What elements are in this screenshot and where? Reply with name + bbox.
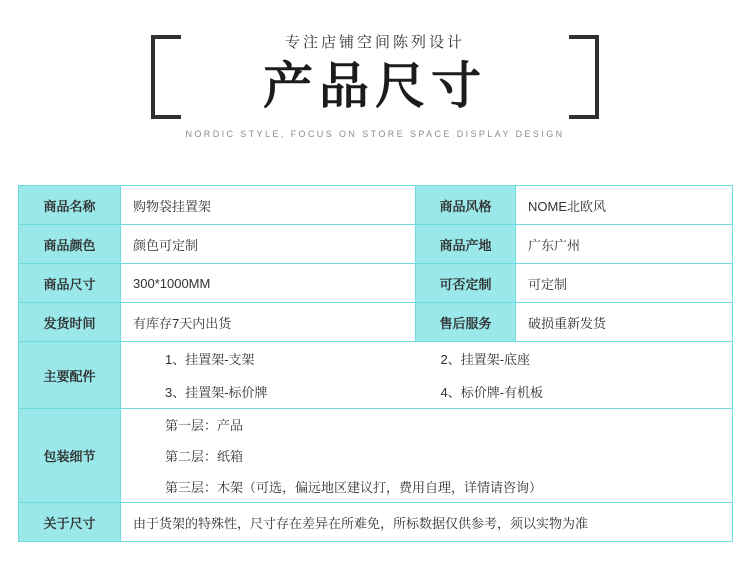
page-header xyxy=(0,0,750,170)
packaging-line: 第三层：木架（可选，偏远地区建议打，费用自理，详情请咨询） xyxy=(165,480,543,495)
bracket-right-decoration xyxy=(569,35,599,119)
row-value-customizable: 可定制 xyxy=(516,264,733,303)
header-subtitle-en: NORDIC STYLE, FOCUS ON STORE SPACE DISPLAY DESIGN xyxy=(185,129,565,140)
bracket-left-decoration xyxy=(151,35,181,119)
packaging-list xyxy=(133,409,720,502)
accessory-row xyxy=(151,349,702,368)
row-label-customizable: 可否定制 xyxy=(416,264,516,303)
table-row xyxy=(19,186,733,225)
row-value-after-sales: 破损重新发货 xyxy=(516,303,733,342)
accessory-row xyxy=(151,382,702,401)
row-label-after-sales: 售后服务 xyxy=(416,303,516,342)
accessory-item: 1、挂置架-支架 xyxy=(165,352,255,367)
accessory-item: 3、挂置架-标价牌 xyxy=(165,385,268,400)
row-label-size-note: 关于尺寸 xyxy=(19,503,121,542)
row-label-product-size: 商品尺寸 xyxy=(19,264,121,303)
row-value-shipping-time: 有库存7天内出货 xyxy=(121,303,416,342)
header-subtitle-cn: 专注店铺空间陈列设计 xyxy=(284,33,465,51)
row-label-product-color: 商品颜色 xyxy=(19,225,121,264)
row-value-size-note: 由于货架的特殊性，尺寸存在差异在所难免，所标数据仅供参考，须以实物为准 xyxy=(121,503,733,542)
spec-table xyxy=(18,185,733,542)
row-value-product-origin: 广东广州 xyxy=(516,225,733,264)
row-label-product-origin: 商品产地 xyxy=(416,225,516,264)
table-row xyxy=(19,264,733,303)
table-row xyxy=(19,303,733,342)
row-label-product-style: 商品风格 xyxy=(416,186,516,225)
accessory-item: 4、标价牌-有机板 xyxy=(440,385,544,400)
row-label-product-name: 商品名称 xyxy=(19,186,121,225)
accessory-item: 2、挂置架-底座 xyxy=(440,352,531,367)
row-value-product-size: 300*1000MM xyxy=(121,264,416,303)
table-row xyxy=(19,225,733,264)
table-row-packaging xyxy=(19,409,733,503)
packaging-line: 第一层：产品 xyxy=(165,418,244,433)
row-value-product-color: 颜色可定制 xyxy=(121,225,416,264)
packaging-line: 第二层：纸箱 xyxy=(165,449,244,464)
row-value-packaging xyxy=(121,409,733,503)
row-label-shipping-time: 发货时间 xyxy=(19,303,121,342)
header-inner xyxy=(195,31,555,116)
row-label-accessories: 主要配件 xyxy=(19,342,121,409)
spec-table-wrapper xyxy=(18,185,732,542)
table-row-accessories xyxy=(19,342,733,409)
table-row-size-note xyxy=(19,503,733,542)
row-value-product-name: 购物袋挂置架 xyxy=(121,186,416,225)
row-label-packaging: 包装细节 xyxy=(19,409,121,503)
page-title: 产品尺寸 xyxy=(263,57,487,114)
accessory-grid xyxy=(133,342,720,408)
row-value-product-style: NOME北欧风 xyxy=(516,186,733,225)
row-value-accessories xyxy=(121,342,733,409)
